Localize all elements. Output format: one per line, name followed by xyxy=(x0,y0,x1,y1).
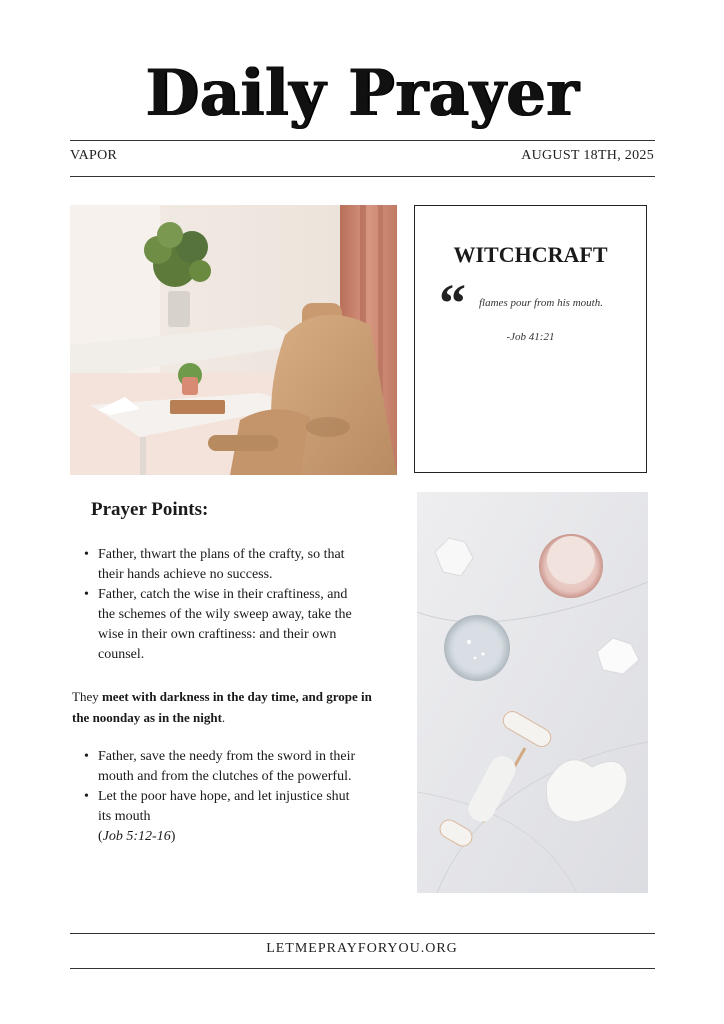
footer-top-rule xyxy=(70,933,655,934)
footer-url[interactable]: LETMEPRAYFORYOU.ORG xyxy=(266,941,458,956)
top-rule xyxy=(70,140,655,141)
prayer-list-2 xyxy=(71,747,361,847)
spa-room-photo xyxy=(70,205,397,475)
meta-date: AUGUST 18TH, 2025 xyxy=(521,148,654,163)
prayer-points-title: Prayer Points: xyxy=(91,499,209,520)
quote-title: WITCHCRAFT xyxy=(453,242,608,267)
masthead-title: Daily Prayer xyxy=(145,56,579,131)
list-item: • Let the poor have hope, and let injustice shut its mouth (Job 5:12-16) xyxy=(71,787,361,847)
quote-box xyxy=(414,205,647,473)
meta-rule xyxy=(70,176,655,177)
list-item: • Father, save the needy from the sword in their mouth and from the clutches of the powerful. xyxy=(71,747,361,787)
list-item: • Father, thwart the plans of the crafty, so that their hands achieve no success. xyxy=(71,545,361,585)
meta-left: VAPOR xyxy=(70,148,118,163)
skincare-photo xyxy=(417,492,648,893)
quote-mark-icon: “ xyxy=(439,273,466,333)
prayer-list-1 xyxy=(71,545,361,665)
footer-bottom-rule xyxy=(70,968,655,969)
quote-text: flames pour from his mouth. xyxy=(479,297,603,309)
list-item: • Father, catch the wise in their craftiness, and the schemes of the wily sweep away, take the wise in their own craftiness: and their own counsel. xyxy=(71,585,361,665)
scripture-line: They meet with darkness in the day time, and grope in the noonday as in the night. xyxy=(72,689,372,725)
quote-reference: -Job 41:21 xyxy=(506,331,555,343)
scripture-reference: Job 5:12-16 xyxy=(102,829,171,844)
